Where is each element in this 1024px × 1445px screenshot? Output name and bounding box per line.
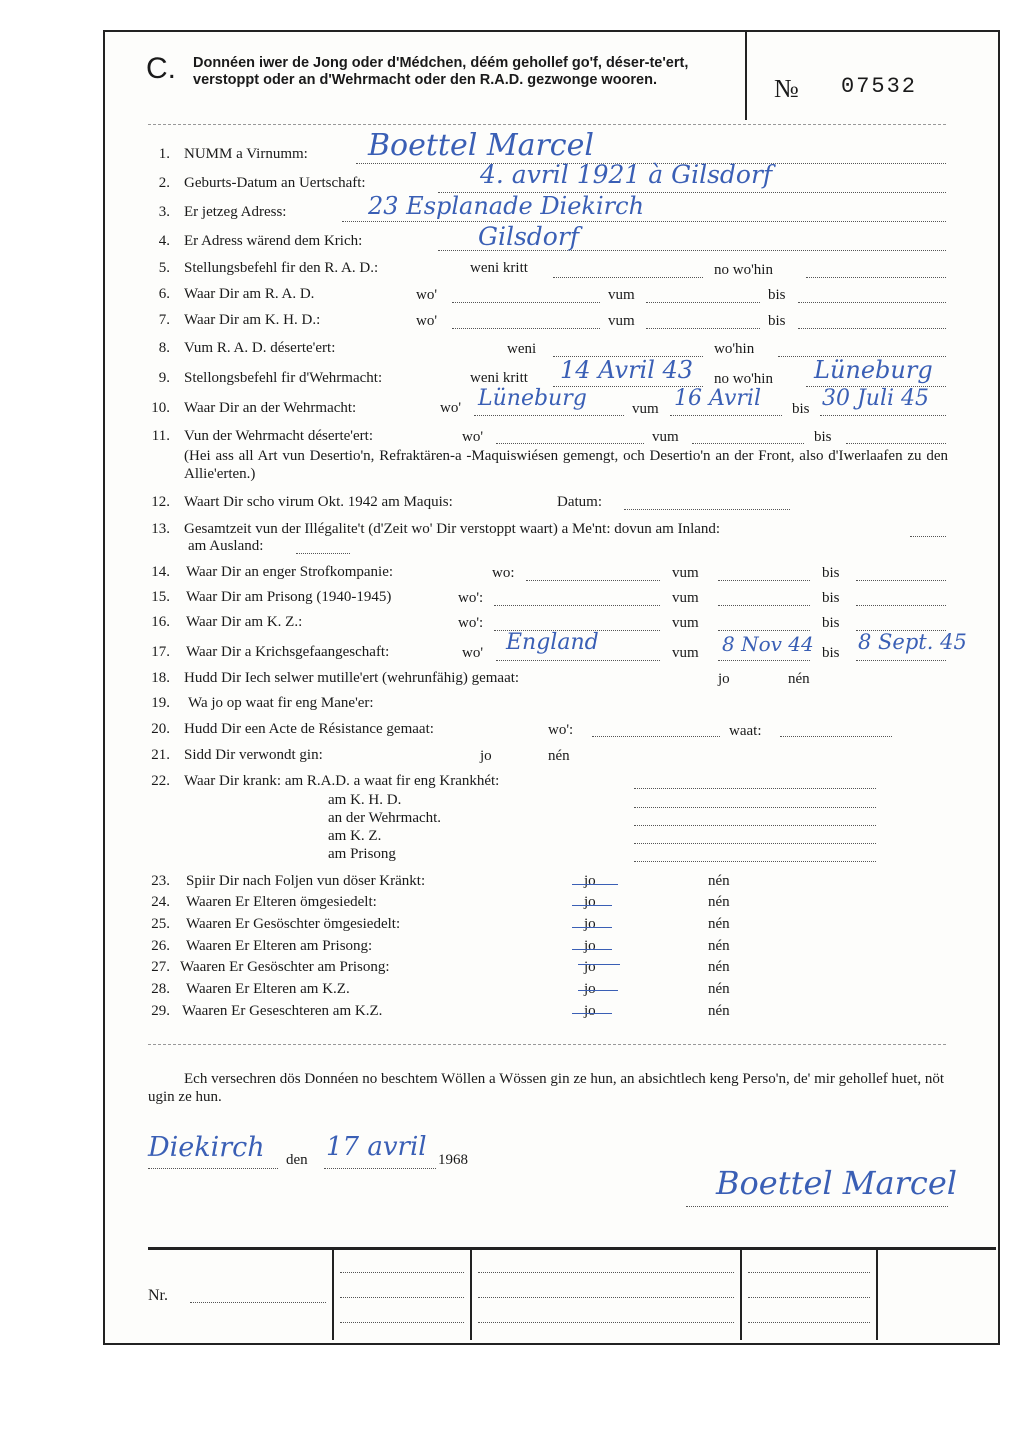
strike-mark	[578, 964, 620, 965]
option-no: nén	[788, 671, 810, 687]
footer-cell-divider	[332, 1250, 334, 1340]
row-number: 8.	[158, 340, 170, 356]
footer-line	[340, 1322, 464, 1323]
label-when: weni kritt	[470, 260, 528, 276]
header-divider	[745, 32, 747, 120]
line-where	[592, 736, 720, 737]
value-birth: 4. avril 1921 à Gilsdorf	[480, 160, 773, 189]
label-where: wo':	[458, 590, 484, 606]
footer-line	[478, 1297, 734, 1298]
line-where	[452, 328, 600, 329]
line-sick	[634, 825, 876, 826]
label-where: wo'	[416, 313, 438, 329]
row-number: 12.	[151, 494, 170, 510]
label-parents-kz: Waaren Er Elteren am K.Z.	[186, 981, 350, 997]
line-until	[820, 415, 946, 416]
label-illegality: Gesamtzeit vun der Illégalite't (d'Zeit wo' Dir verstoppt waart) a Me'nt: dovun am Inland:	[184, 521, 721, 537]
header-separator	[148, 124, 946, 125]
label-wehrmacht-order: Stellongsbefehl fir d'Wehrmacht:	[184, 370, 383, 386]
label-where: wo':	[458, 615, 484, 631]
row-number: 25.	[151, 916, 170, 932]
label-khd: Waar Dir am K. H. D.:	[184, 312, 321, 328]
value-wehrmacht-from: 16 Avril	[674, 386, 762, 411]
footer-rule	[148, 1247, 996, 1250]
line-until	[856, 580, 946, 581]
line-until	[846, 443, 946, 444]
footer-cell-divider	[470, 1250, 472, 1340]
line-sick	[634, 843, 876, 844]
label-from: vum	[632, 401, 659, 417]
line-from	[692, 443, 804, 444]
option-yes: jo	[480, 748, 492, 764]
strike-mark	[578, 990, 618, 991]
label-until: bis	[814, 429, 832, 445]
option-yes: jo	[584, 894, 596, 910]
row-number: 4.	[158, 233, 170, 249]
footer-nr-line	[190, 1302, 326, 1303]
line-until	[856, 605, 946, 606]
row-number: 11.	[151, 428, 170, 444]
label-where: wo:	[492, 565, 515, 581]
row-number: 10.	[151, 400, 170, 416]
row-number: 13.	[151, 521, 170, 537]
row-number: 14.	[151, 564, 170, 580]
row-number: 20.	[151, 721, 170, 737]
footer-cell-divider	[876, 1250, 878, 1340]
label-resistance: Hudd Dir een Acte de Résistance gemaat:	[184, 721, 434, 737]
value-war-address: Gilsdorf	[478, 222, 580, 251]
label-until: bis	[822, 590, 840, 606]
label-mutilation: Hudd Dir Iech selwer mutille'ert (wehrunfähig) gemaat:	[184, 670, 520, 686]
option-yes: jo	[584, 873, 596, 889]
row-number: 27.	[151, 959, 170, 975]
strike-mark	[572, 1013, 612, 1014]
label-whereto: wo'hin	[714, 341, 755, 357]
line-inland	[910, 536, 946, 537]
label-until: bis	[768, 287, 786, 303]
label-until: bis	[822, 565, 840, 581]
row-number: 22.	[151, 773, 170, 789]
option-yes: jo	[584, 938, 596, 954]
option-no: nén	[708, 873, 730, 889]
value-pow-until: 8 Sept. 45	[858, 630, 967, 654]
line-address	[342, 221, 946, 222]
option-yes: jo	[718, 671, 730, 687]
line-from	[718, 660, 810, 661]
line-from	[646, 302, 760, 303]
row-number: 19.	[151, 695, 170, 711]
option-yes: jo	[584, 1003, 596, 1019]
label-desert: Vun der Wehrmacht déserte'ert:	[184, 428, 373, 444]
strike-mark	[572, 927, 612, 928]
line-where	[496, 660, 660, 661]
label-until: bis	[792, 401, 810, 417]
value-pow-from: 8 Nov 44	[722, 632, 814, 656]
label-from: vum	[652, 429, 679, 445]
value-wehrmacht-place: Lüneburg	[478, 386, 587, 411]
label-parents-prison: Waaren Er Elteren am Prisong:	[186, 938, 373, 954]
section-letter: C.	[146, 52, 176, 85]
line-sick	[634, 788, 876, 789]
option-no: nén	[708, 1003, 730, 1019]
line-where	[494, 605, 660, 606]
value-order-date: 14 Avril 43	[560, 356, 694, 384]
label-date: Datum:	[557, 494, 602, 510]
row-number: 6.	[158, 286, 170, 302]
sick-sub-item: am K. Z.	[328, 828, 382, 844]
line-from	[718, 630, 810, 631]
footer-line	[748, 1322, 870, 1323]
row-number: 17.	[151, 644, 170, 660]
option-yes: jo	[584, 959, 596, 975]
label-from: vum	[672, 615, 699, 631]
label-from: vum	[608, 313, 635, 329]
line-sick	[634, 807, 876, 808]
line-from	[718, 605, 810, 606]
label-where: wo':	[548, 722, 574, 738]
number-symbol: №	[774, 74, 799, 103]
label-den: den	[286, 1152, 308, 1168]
label-siblings-resettled: Waaren Er Gesöschter ömgesiedelt:	[186, 916, 401, 932]
footer-line	[478, 1322, 734, 1323]
sick-sub-item: am K. H. D.	[328, 792, 402, 808]
line-when	[553, 277, 703, 278]
line-whereto	[806, 277, 946, 278]
label-when: weni	[507, 341, 537, 357]
row-number: 3.	[158, 204, 170, 220]
value-pow-place: England	[506, 630, 599, 655]
line-signature	[686, 1206, 948, 1207]
line-where	[474, 415, 624, 416]
label-kz: Waar Dir am K. Z.:	[186, 614, 303, 630]
line-from	[670, 415, 782, 416]
option-yes: jo	[584, 981, 596, 997]
label-parents-resettled: Waaren Er Elteren ömgesiedelt:	[186, 894, 377, 910]
label-pow: Waar Dir a Krichsgefaangeschaft:	[186, 644, 390, 660]
year: 1968	[438, 1152, 468, 1168]
line-where	[452, 302, 600, 303]
row-number: 9.	[158, 370, 170, 386]
label-where: wo'	[440, 400, 462, 416]
row-number: 5.	[158, 260, 170, 276]
label-consequences: Spiir Dir nach Foljen vun döser Kränkt:	[186, 873, 426, 889]
label-whereto: no wo'hin	[714, 371, 773, 387]
option-no: nén	[548, 748, 570, 764]
line-from	[646, 328, 760, 329]
row-number: 16.	[151, 614, 170, 630]
label-what: waat:	[729, 723, 762, 739]
row-number: 2.	[158, 175, 170, 191]
label-from: vum	[672, 565, 699, 581]
label-wounded: Sidd Dir verwondt gin:	[184, 747, 323, 763]
footer-line	[340, 1272, 464, 1273]
line-until	[798, 302, 946, 303]
label-rad: Waar Dir am R. A. D.	[184, 286, 315, 302]
row-number: 26.	[151, 938, 170, 954]
option-no: nén	[708, 959, 730, 975]
label-where: wo'	[462, 429, 484, 445]
signature: Boettel Marcel	[716, 1164, 958, 1202]
label-maquis: Waart Dir scho virum Okt. 1942 am Maquis:	[184, 494, 453, 510]
footer-line	[478, 1272, 734, 1273]
line-place	[148, 1168, 278, 1169]
label-when: weni kritt	[470, 370, 528, 386]
declaration-text: Ech versechren dös Donnéen no beschtem Wöllen a Wössen gin ze hun, an absichtlech keng Perso'n, de' mir gehollef huet, nöt ugin ze hun.	[148, 1071, 945, 1105]
label-siblings-kz: Waaren Er Geseschteren am K.Z.	[182, 1003, 383, 1019]
label-address: Er jetzeg Adress:	[184, 204, 287, 220]
serial-number: 07532	[841, 74, 918, 99]
label-whereto: no wo'hin	[714, 262, 773, 278]
strike-mark	[572, 949, 612, 950]
footer-cell-divider	[740, 1250, 742, 1340]
row-number: 15.	[151, 589, 170, 605]
label-until: bis	[822, 615, 840, 631]
label-name: NUMM a Virnumm:	[184, 146, 308, 162]
row-number: 7.	[158, 312, 170, 328]
label-from: vum	[672, 590, 699, 606]
value-name: Boettel Marcel	[368, 128, 594, 163]
label-from: vum	[608, 287, 635, 303]
line-sick	[634, 861, 876, 862]
option-no: nén	[708, 916, 730, 932]
label-birth: Geburts-Datum an Uertschaft:	[184, 175, 366, 191]
sick-sub-item: am Prisong	[328, 846, 396, 862]
date-handwritten: 17 avril	[326, 1132, 427, 1162]
label-where: wo'	[416, 287, 438, 303]
label-manner: Wa jo op waat fir eng Mane'er:	[188, 695, 374, 711]
label-where: wo'	[462, 645, 484, 661]
value-wehrmacht-until: 30 Juli 45	[822, 386, 930, 411]
line-where	[496, 443, 644, 444]
label-rad-desert: Vum R. A. D. déserte'ert:	[184, 340, 336, 356]
strike-mark	[572, 905, 612, 906]
value-order-place: Lüneburg	[814, 356, 933, 384]
option-no: nén	[708, 981, 730, 997]
row-number: 18.	[151, 670, 170, 686]
line-abroad	[296, 553, 350, 554]
label-from: vum	[672, 645, 699, 661]
label-war-address: Er Adress wärend dem Krich:	[184, 233, 363, 249]
form-title: Donnéen iwer de Jong oder d'Médchen, déém gehollef go'f, déser-te'ert, verstoppt oder an d'Wehrmacht oder den R.A.D. gezwonge wooren.	[193, 55, 689, 88]
line-until	[798, 328, 946, 329]
place-handwritten: Diekirch	[148, 1132, 265, 1163]
footer-line	[748, 1272, 870, 1273]
label-until: bis	[768, 313, 786, 329]
strike-mark	[572, 884, 618, 885]
footer-line	[340, 1297, 464, 1298]
row-number: 29.	[151, 1003, 170, 1019]
line-date	[624, 509, 790, 510]
footer-nr-label: Nr.	[148, 1287, 168, 1304]
label-siblings-prison: Waaren Er Gesöschter am Prisong:	[180, 959, 390, 975]
value-address: 23 Esplanade Diekirch	[368, 192, 645, 220]
row-number: 21.	[151, 747, 170, 763]
label-sick: Waar Dir krank: am R.A.D. a waat fir eng Krankhét:	[184, 773, 500, 789]
row-number: 24.	[151, 894, 170, 910]
line-from	[718, 580, 810, 581]
line-date	[324, 1168, 436, 1169]
line-where	[526, 580, 660, 581]
option-no: nén	[708, 938, 730, 954]
footer-line	[748, 1297, 870, 1298]
label-penal: Waar Dir an enger Strofkompanie:	[186, 564, 394, 580]
line-until	[856, 660, 946, 661]
option-no: nén	[708, 894, 730, 910]
section-separator	[148, 1044, 946, 1045]
label-wehrmacht: Waar Dir an der Wehrmacht:	[184, 400, 357, 416]
row-number: 23.	[151, 873, 170, 889]
row-number: 1.	[158, 146, 170, 162]
label-abroad: am Ausland:	[188, 538, 264, 554]
label-rad-order: Stellungsbefehl fir den R. A. D.:	[184, 260, 379, 276]
label-until: bis	[822, 645, 840, 661]
desertion-note: (Hei ass all Art vun Desertio'n, Refraktären-a -Maquiswiésen gemengt, och Desertio'n an der Front, also d'Iwerlaafen zu den Allie'erten.)	[184, 448, 948, 482]
line-what	[780, 736, 892, 737]
label-prison: Waar Dir am Prisong (1940-1945)	[186, 589, 392, 605]
option-yes: jo	[584, 916, 596, 932]
sick-sub-item: an der Wehrmacht.	[328, 810, 442, 826]
row-number: 28.	[151, 981, 170, 997]
